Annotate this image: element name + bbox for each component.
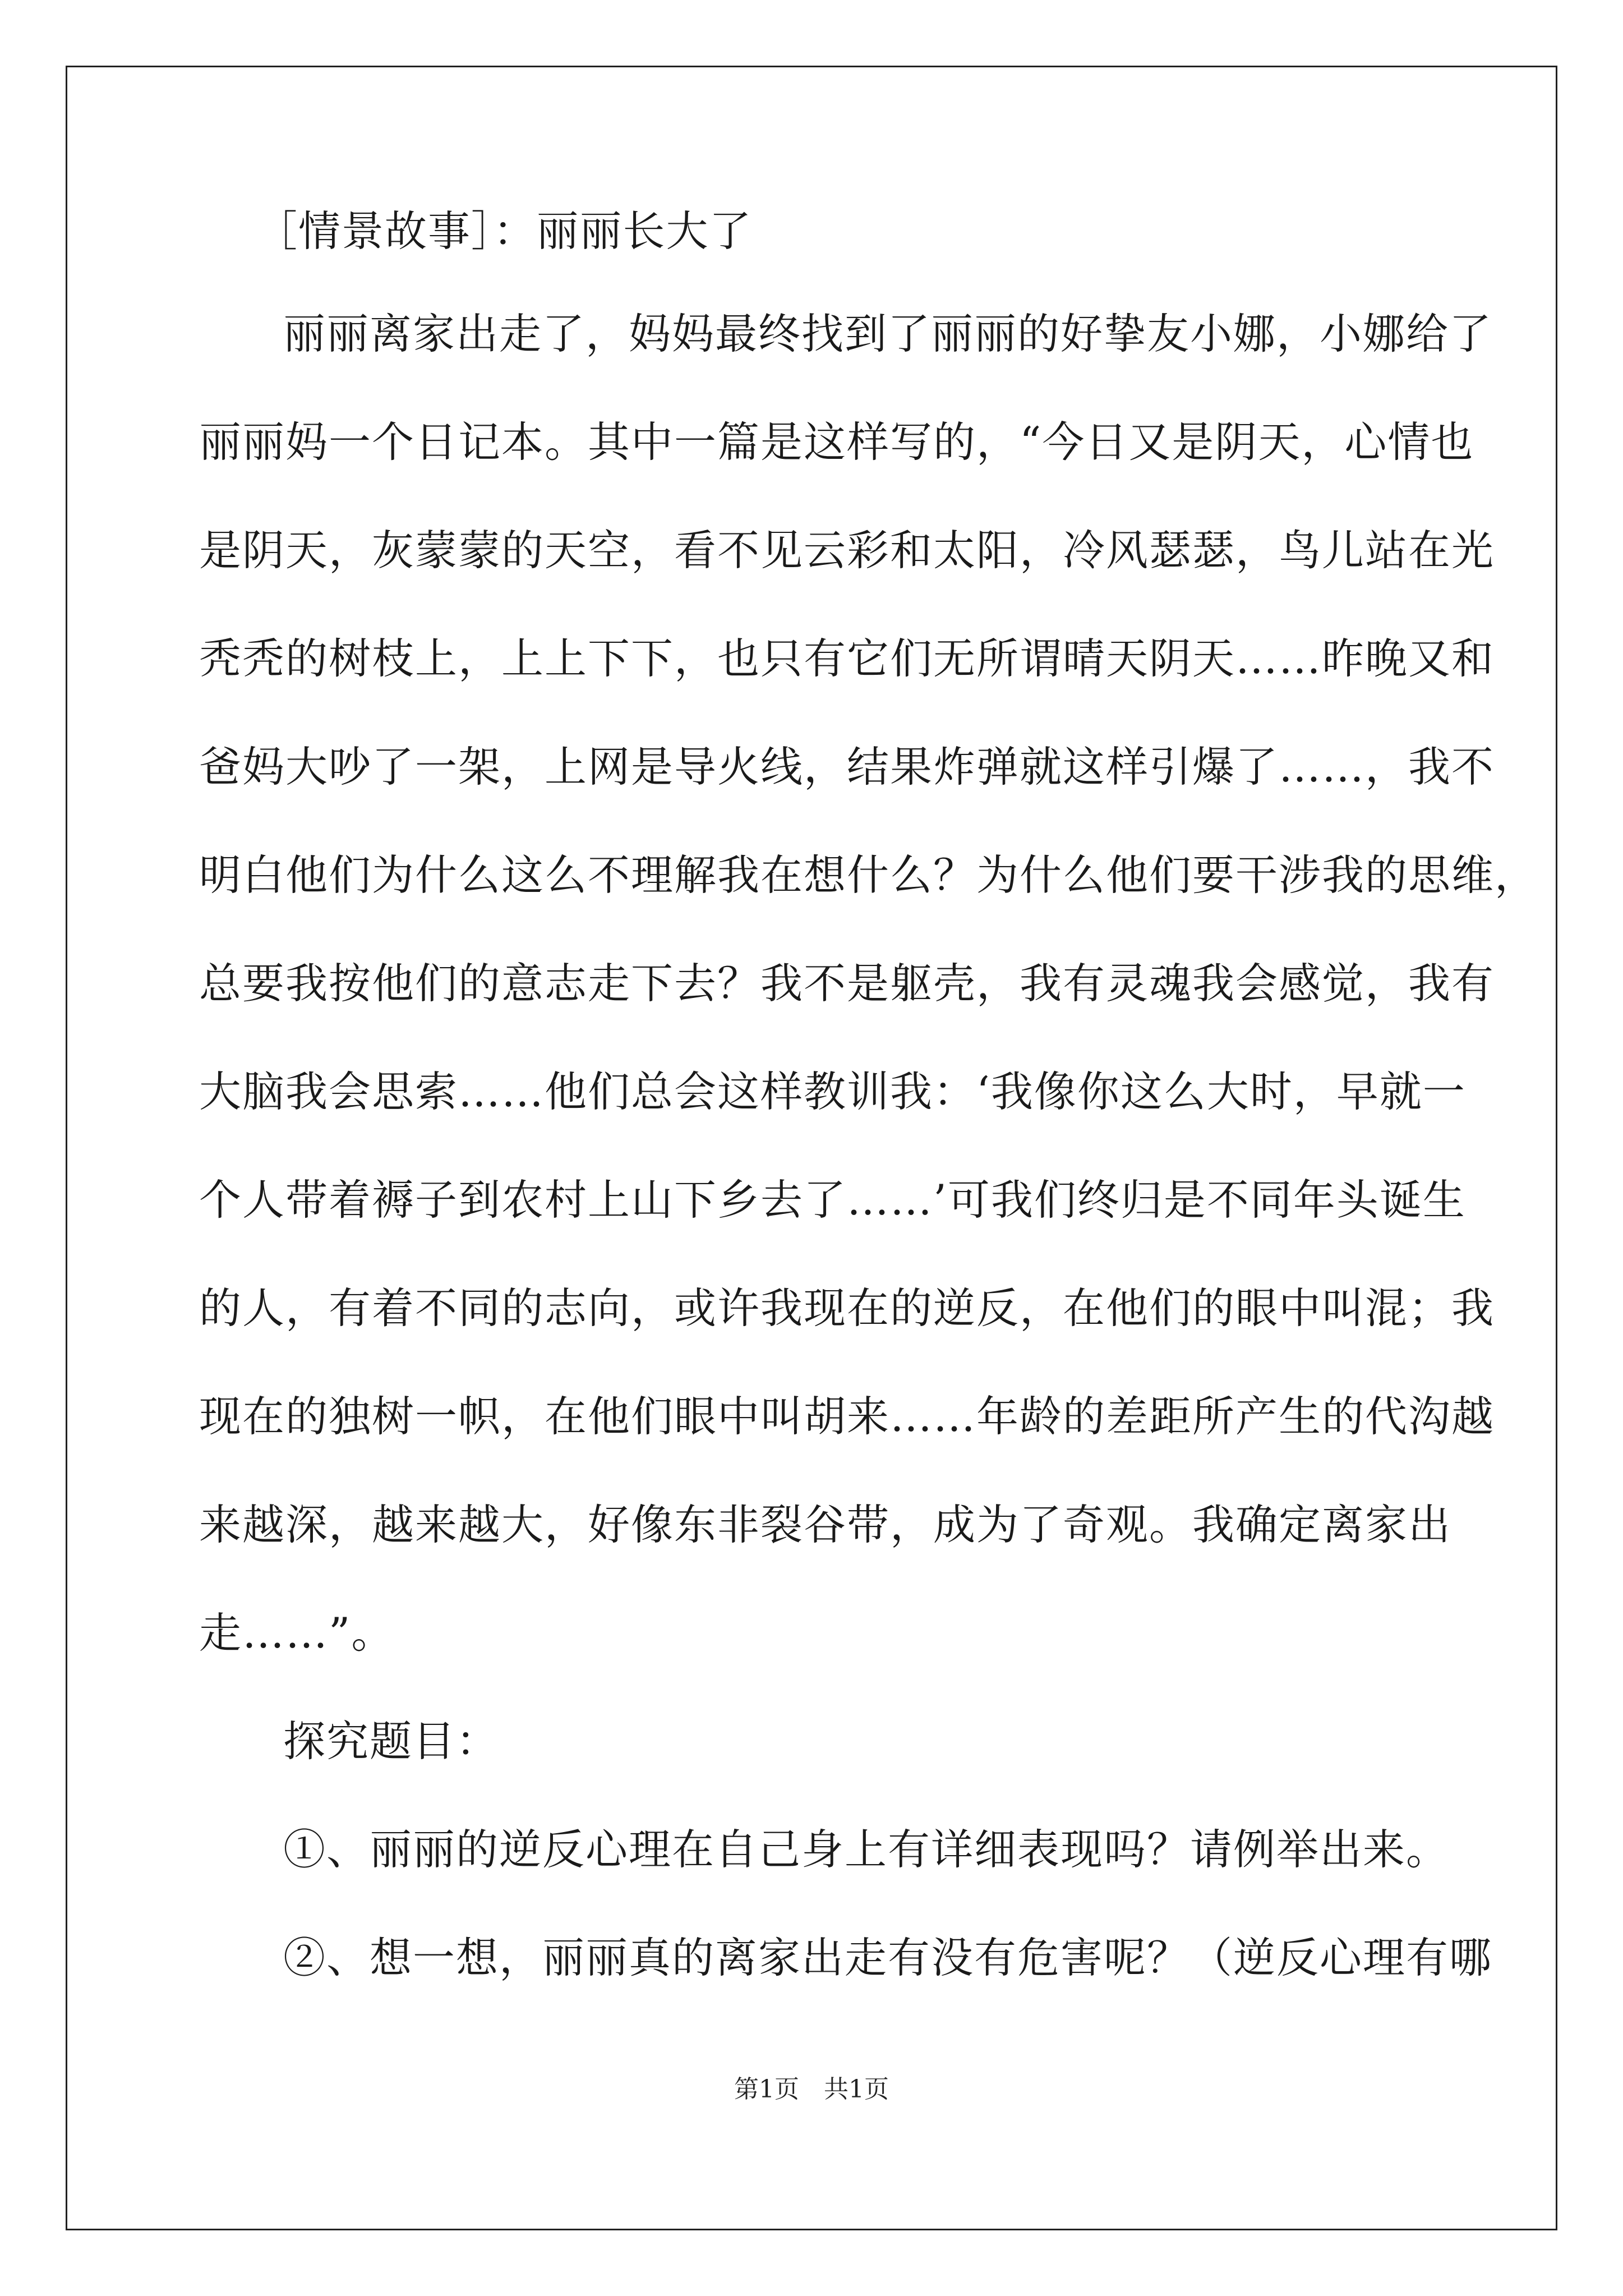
story-title: ［情景故事］：丽丽长大了 [255, 206, 753, 256]
story-line-3: 是阴天，灰蒙蒙的天空，看不见云彩和太阳，冷风瑟瑟，鸟儿站在光 [199, 526, 1495, 575]
question-1: ①、丽丽的逆反心理在自己身上有详细表现吗？请例举出来。 [283, 1825, 1450, 1874]
story-line-11: 现在的独树一帜，在他们眼中叫胡来……年龄的差距所产生的代沟越 [199, 1392, 1495, 1441]
story-line-9: 个人带着褥子到农村上山下乡去了……’可我们终归是不同年头诞生 [199, 1175, 1466, 1225]
question-2: ②、想一想，丽丽真的离家出走有没有危害呢？（逆反心理有哪 [283, 1933, 1493, 1982]
story-line-8: 大脑我会思索……他们总会这样教训我：‘我像你这么大时，早就一 [199, 1067, 1466, 1116]
questions-heading: 探究题目： [283, 1717, 500, 1766]
page-number-footer: 第1页 共1页 [734, 2075, 889, 2104]
story-line-12: 来越深，越来越大，好像东非裂谷带，成为了奇观。我确定离家出 [199, 1500, 1452, 1549]
story-line-7: 总要我按他们的意志走下去？我不是躯壳，我有灵魂我会感觉，我有 [199, 959, 1495, 1008]
story-line-6: 明白他们为什么这么不理解我在想什么？为什么他们要干涉我的思维， [199, 850, 1538, 900]
story-line-2: 丽丽妈一个日记本。其中一篇是这样写的，“今日又是阴天，心情也 [199, 417, 1474, 467]
story-line-13: 走……”。 [199, 1608, 395, 1658]
story-line-5: 爸妈大吵了一架，上网是导火线，结果炸弹就这样引爆了……，我不 [199, 742, 1495, 792]
story-line-10: 的人，有着不同的志向，或许我现在的逆反，在他们的眼中叫混；我 [199, 1283, 1495, 1333]
story-line-4: 秃秃的树枝上，上上下下，也只有它们无所谓晴天阴天……昨晚又和 [199, 634, 1495, 683]
story-line-1: 丽丽离家出走了，妈妈最终找到了丽丽的好挚友小娜，小娜给了 [283, 309, 1493, 358]
page-border [66, 66, 1557, 2230]
